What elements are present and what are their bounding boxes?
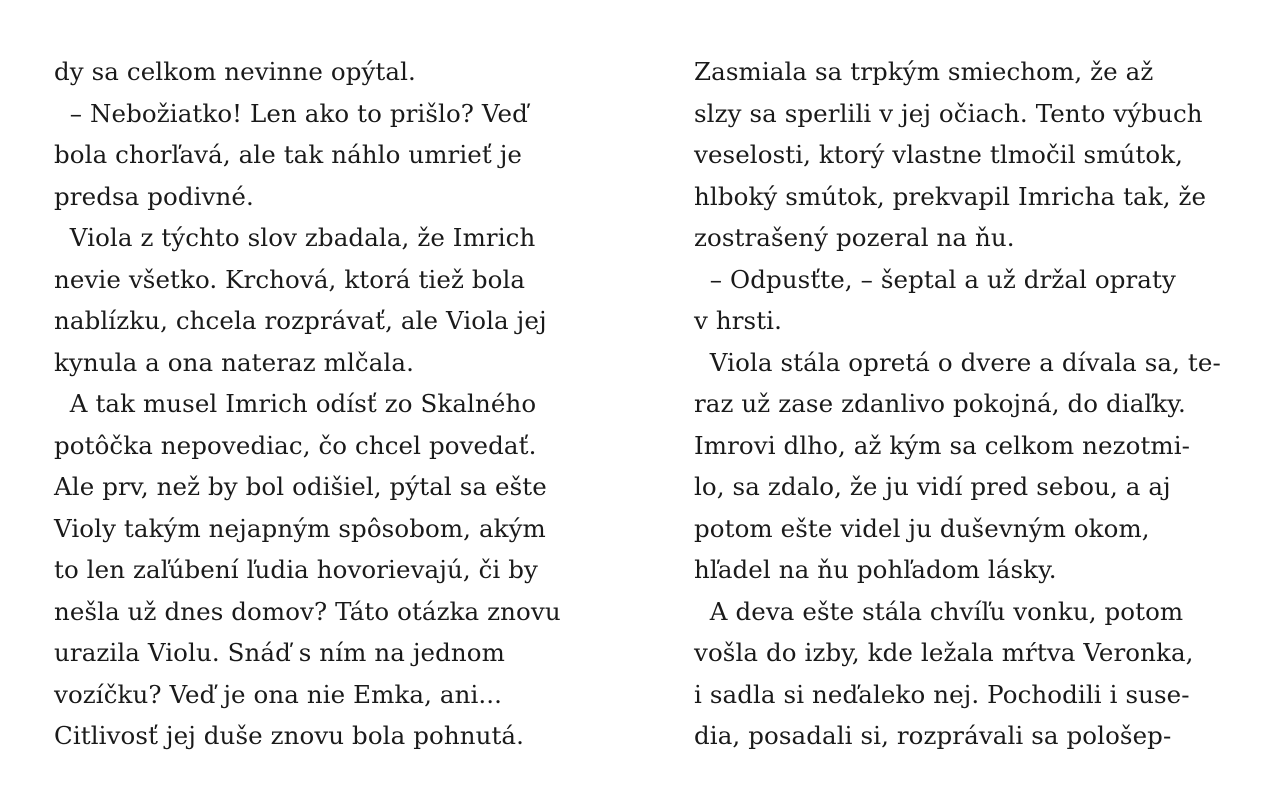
text-line: i sadla si neďaleko nej. Pochodili i suse- bbox=[694, 679, 1190, 709]
text-line: v hrsti. bbox=[694, 306, 782, 335]
text-line: potom ešte videl ju duševným okom, bbox=[694, 513, 1150, 543]
text-line: dia, posadali si, rozprávali sa pološep- bbox=[694, 721, 1172, 750]
text-line: A deva ešte stála chvíľu vonku, potom bbox=[694, 596, 1184, 626]
text-line: veselosti, ktorý vlastne tlmočil smútok, bbox=[694, 140, 1184, 169]
right-page-text bbox=[694, 51, 1254, 757]
text-line: hlboký smútok, prekvapil Imricha tak, že bbox=[694, 181, 1207, 211]
text-line: urazila Violu. Snáď s ním na jednom bbox=[54, 638, 505, 667]
text-line: nevie všetko. Krchová, ktorá tiež bola bbox=[54, 264, 526, 294]
text-line: dy sa celkom nevinne opýtal. bbox=[54, 57, 416, 86]
text-line: kynula a ona nateraz mlčala. bbox=[54, 347, 414, 377]
text-line: vozíčku? Veď je ona nie Emka, ani... bbox=[54, 679, 503, 709]
text-line: to len zaľúbení ľudia hovorievajú, či by bbox=[54, 555, 538, 584]
text-line: nablízku, chcela rozprávať, ale Viola jej bbox=[54, 306, 547, 335]
text-line: Violy takým nejapným spôsobom, akým bbox=[54, 513, 546, 543]
text-line: potôčka nepovediac, čo chcel povedať. bbox=[54, 430, 537, 460]
text-line: Viola stála opretá o dvere a dívala sa, te- bbox=[694, 347, 1221, 377]
text-line: Citlivosť jej duše znovu bola pohnutá. bbox=[54, 721, 525, 750]
text-line: bola chorľavá, ale tak náhlo umrieť je bbox=[54, 140, 523, 169]
text-line: hľadel na ňu pohľadom lásky. bbox=[694, 555, 1057, 584]
text-line: Zasmiala sa trpkým smiechom, že až bbox=[694, 57, 1154, 86]
text-line: – Odpusťte, – šeptal a už držal opraty bbox=[694, 264, 1176, 294]
text-line: Imrovi dlho, až kým sa celkom nezotmi- bbox=[694, 430, 1191, 460]
text-line: nešla už dnes domov? Táto otázka znovu bbox=[54, 596, 561, 626]
text-line: Ale prv, než by bol odišiel, pýtal sa ešte bbox=[54, 472, 547, 501]
text-line: predsa podivné. bbox=[54, 181, 254, 211]
text-line: Viola z týchto slov zbadala, že Imrich bbox=[54, 223, 536, 252]
text-line: vošla do izby, kde ležala mŕtva Veronka, bbox=[694, 638, 1194, 667]
text-line: A tak musel Imrich odísť zo Skalného bbox=[54, 389, 537, 418]
text-line: – Nebožiatko! Len ako to prišlo? Veď bbox=[54, 98, 528, 128]
text-line: raz už zase zdanlivo pokojná, do diaľky. bbox=[694, 389, 1186, 418]
text-line: lo, sa zdalo, že ju vidí pred sebou, a aj bbox=[694, 472, 1171, 501]
text-line: zostrašený pozeral na ňu. bbox=[694, 223, 1015, 252]
text-line: slzy sa sperlili v jej očiach. Tento výbuch bbox=[694, 98, 1203, 128]
left-page-text bbox=[54, 51, 614, 757]
